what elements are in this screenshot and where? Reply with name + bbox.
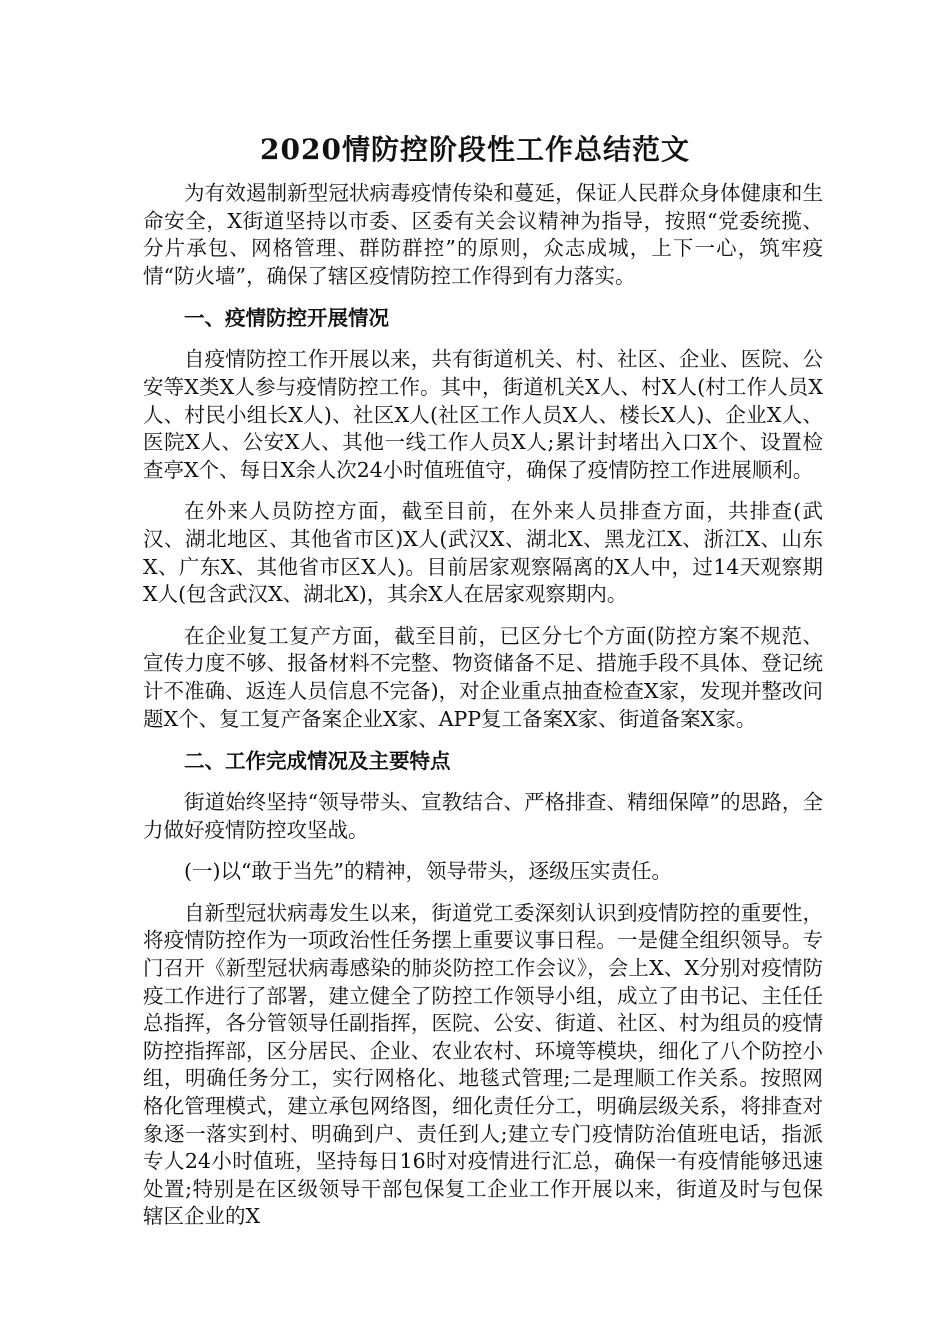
document-body xyxy=(143,180,823,1245)
intro-paragraph: 为有效遏制新型冠状病毒疫情传染和蔓延，保证人民群众身体健康和生命安全，X街道坚持以市委、区委有关会议精神为指导，按照“党委统揽、分片承包、网格管理、群防群控”的原则，众志成城，上下一心，筑牢疫情“防火墙”，确保了辖区疫情防控工作得到有力落实。 xyxy=(143,181,823,288)
section-heading-2: 二、工作完成情况及主要特点 xyxy=(184,749,451,774)
subheading-leadership: (一)以“敢于当先”的精神，领导带头，逐级压实责任。 xyxy=(184,859,672,884)
section-heading-1: 一、疫情防控开展情况 xyxy=(184,306,389,331)
paragraph-approach: 街道始终坚持“领导带头、宣教结合、严格排查、精细保障”的思路，全力做好疫情防控攻坚战。 xyxy=(143,790,823,842)
paragraph-participants: 自疫情防控工作开展以来，共有街道机关、村、社区、企业、医院、公安等X类X人参与疫情防控工作。其中，街道机关X人、村X人(村工作人员X人、村民小组长X人)、社区X人(社区工作人员X人、楼长X人)、企业X人、医院X人、公安X人、其他一线工作人员X人;累计封堵出入口X个、设置检查亭X个、每日X余人次24小时值班值守，确保了疫情防控工作进展顺利。 xyxy=(143,347,823,482)
paragraph-external-personnel: 在外来人员防控方面，截至目前，在外来人员排查方面，共排查(武汉、湖北地区、其他省市区)X人(武汉X、湖北X、黑龙江X、浙江X、山东X、广东X、其他省市区X人)。目前居家观察隔离的X人中，过14天观察期X人(包含武汉X、湖北X)，其余X人在居家观察期内。 xyxy=(143,499,823,607)
paragraph-leadership-details: 自新型冠状病毒发生以来，街道党工委深刻认识到疫情防控的重要性，将疫情防控作为一项政治性任务摆上重要议事日程。一是健全组织领导。专门召开《新型冠状病毒感染的肺炎防控工作会议》，会上X、X分别对疫情防疫工作进行了部署，建立健全了防控工作领导小组，成立了由书记、主任任总指挥，各分管领导任副指挥，医院、公安、街道、社区、村为组员的疫情防控指挥部，区分居民、企业、农业农村、环境等模块，细化了八个防控小组，明确任务分工，实行网格化、地毯式管理;二是理顺工作关系。按照网格化管理模式，建立承包网络图，细化责任分工，明确层级关系，将排查对象逐一落实到村、明确到户、责任到人;建立专门疫情防治值班电话，指派专人24小时值班，坚持每日16时对疫情进行汇总，确保一有疫情能够迅速处置;特别是在区级领导干部包保复工企业工作开展以来，街道及时与包保辖区企业的X xyxy=(143,900,823,1229)
paragraph-enterprise-resumption: 在企业复工复产方面，截至目前，已区分七个方面(防控方案不规范、宣传力度不够、报备材料不完整、物资储备不足、措施手段不具体、登记统计不准确、返连人员信息不完备)，对企业重点抽查检查X家，发现并整改问题X个、复工复产备案企业X家、APP复工备案X家、街道备案X家。 xyxy=(143,623,823,731)
document-title: 2020情防控阶段性工作总结范文 xyxy=(260,133,690,166)
